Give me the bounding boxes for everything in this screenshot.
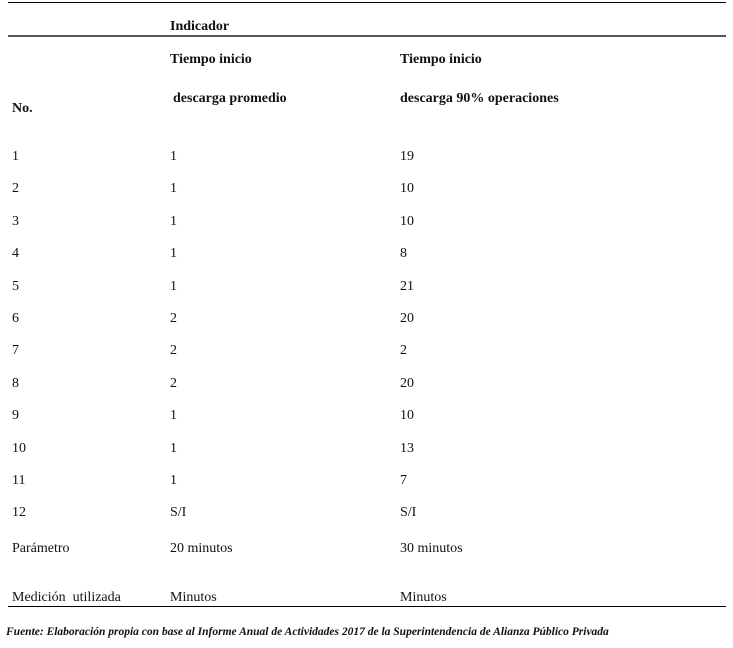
row-number: 8	[12, 376, 19, 391]
row-number: 3	[12, 214, 19, 229]
row-promedio: 2	[170, 343, 177, 358]
parametro-promedio: 20 minutos	[170, 541, 233, 556]
medicion-operaciones: Minutos	[400, 590, 447, 605]
row-operaciones: 19	[400, 149, 414, 164]
row-promedio: 1	[170, 279, 177, 294]
row-promedio: 2	[170, 311, 177, 326]
col2-header-line1: Tiempo inicio	[170, 52, 252, 67]
row-number: 9	[12, 408, 19, 423]
table-top-rule	[8, 2, 726, 3]
row-promedio: 1	[170, 408, 177, 423]
row-operaciones: 7	[400, 473, 407, 488]
row-operaciones: 20	[400, 376, 414, 391]
row-operaciones: 2	[400, 343, 407, 358]
row-operaciones: 20	[400, 311, 414, 326]
parametro-label: Parámetro	[12, 541, 70, 556]
row-operaciones: 8	[400, 246, 407, 261]
source-footnote: Fuente: Elaboración propia con base al Informe Anual de Actividades 2017 de la Superintendencia de Alianza Público Privada	[6, 626, 609, 638]
row-operaciones: S/I	[400, 505, 417, 520]
row-number: 2	[12, 181, 19, 196]
indicador-rule	[8, 35, 726, 37]
row-promedio: 1	[170, 149, 177, 164]
row-operaciones: 10	[400, 408, 414, 423]
row-number: 12	[12, 505, 26, 520]
medicion-label: Medición utilizada	[12, 590, 121, 605]
row-operaciones: 13	[400, 441, 414, 456]
row-operaciones: 10	[400, 181, 414, 196]
row-number: 5	[12, 279, 19, 294]
row-number: 11	[12, 473, 26, 488]
medicion-promedio: Minutos	[170, 590, 217, 605]
group-header-indicador: Indicador	[170, 19, 230, 34]
row-number: 7	[12, 343, 19, 358]
row-promedio: S/I	[170, 505, 187, 520]
row-promedio: 1	[170, 473, 177, 488]
col-no-header: No.	[12, 101, 33, 116]
row-promedio: 1	[170, 441, 177, 456]
row-number: 10	[12, 441, 26, 456]
col2-header-line2: descarga promedio	[173, 91, 287, 106]
row-promedio: 2	[170, 376, 177, 391]
row-number: 1	[12, 149, 19, 164]
row-operaciones: 10	[400, 214, 414, 229]
table-bottom-rule	[8, 606, 726, 607]
row-promedio: 1	[170, 214, 177, 229]
row-number: 4	[12, 246, 19, 261]
row-promedio: 1	[170, 246, 177, 261]
row-number: 6	[12, 311, 19, 326]
col3-header-line2: descarga 90% operaciones	[400, 91, 559, 106]
parametro-operaciones: 30 minutos	[400, 541, 463, 556]
row-promedio: 1	[170, 181, 177, 196]
row-operaciones: 21	[400, 279, 414, 294]
col3-header-line1: Tiempo inicio	[400, 52, 482, 67]
